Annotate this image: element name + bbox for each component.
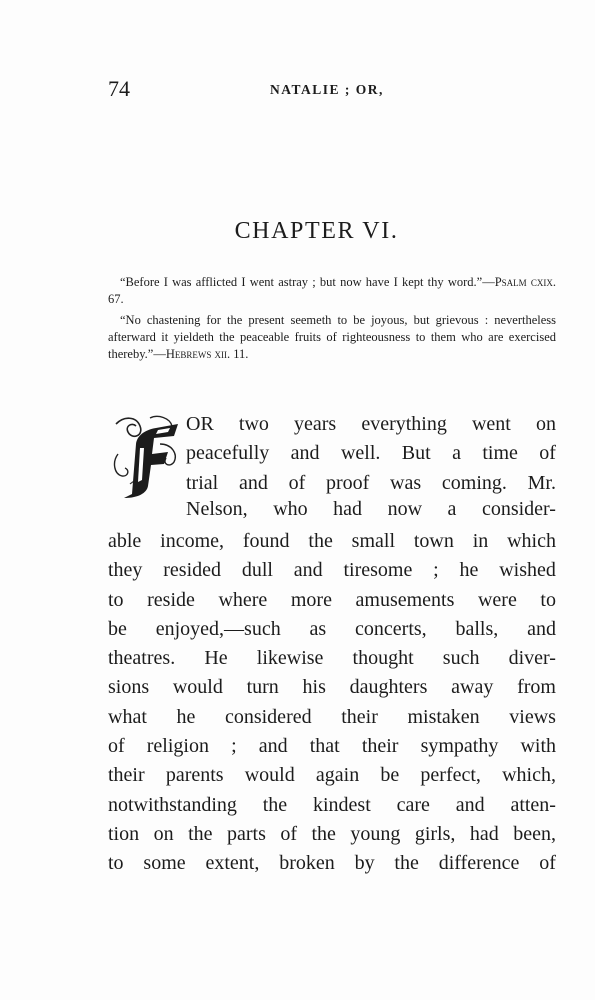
- text-line: of religion ; and that their sympathy with: [108, 735, 556, 758]
- text-line: tion on the parts of the young girls, had been,: [108, 822, 556, 845]
- text-line: theatres. He likewise thought such diver-: [108, 647, 556, 670]
- epigraph-psalm: [108, 274, 556, 308]
- text-line: be enjoyed,—such as concerts, balls, and: [108, 617, 556, 640]
- epigraphs: [108, 274, 556, 367]
- epigraph-text: “No chastening for the present seemeth to be joyous, but grievous : nevertheless afterward it yieldeth the peaceable fruits of righteousness to them who are exercised thereby.”—: [108, 313, 556, 361]
- text-line: trial and of proof was coming. Mr.: [186, 471, 556, 494]
- text-line: Nelson, who had now a consider-: [186, 498, 556, 520]
- text-line: what he considered their mistaken views: [108, 705, 556, 728]
- text-line: they resided dull and tiresome ; he wished: [108, 559, 556, 582]
- indented-line: [186, 498, 556, 527]
- text-line: notwithstanding the kindest care and atten-: [108, 793, 556, 816]
- text-line: to reside where more amusements were to: [108, 588, 556, 611]
- text-line: their parents would again be perfect, which,: [108, 764, 556, 787]
- ornamental-drop-cap-icon: [110, 414, 182, 500]
- epigraph-hebrews: [108, 312, 556, 363]
- text-line: able income, found the small town in which: [108, 530, 556, 552]
- paragraph-body: [108, 527, 556, 879]
- text-line: OR two years everything went on: [186, 413, 556, 435]
- page-number: 74: [108, 76, 130, 101]
- running-title: NATALIE ; OR,: [270, 82, 384, 97]
- epigraph-text: “Before I was afflicted I went astray ; but now have I kept thy word.”—: [120, 275, 495, 289]
- text-line: sions would turn his daughters away from: [108, 676, 556, 699]
- running-header: [108, 76, 556, 100]
- text-line: peacefully and well. But a time of: [186, 442, 556, 465]
- epigraph-source: Hebrews xii. 11.: [165, 347, 249, 361]
- epigraph-source: Psalm cxix. 67.: [108, 275, 556, 306]
- opening-lines: [186, 410, 556, 498]
- chapter-title: CHAPTER VI.: [234, 218, 399, 244]
- text-line: to some extent, broken by the difference of: [108, 852, 556, 875]
